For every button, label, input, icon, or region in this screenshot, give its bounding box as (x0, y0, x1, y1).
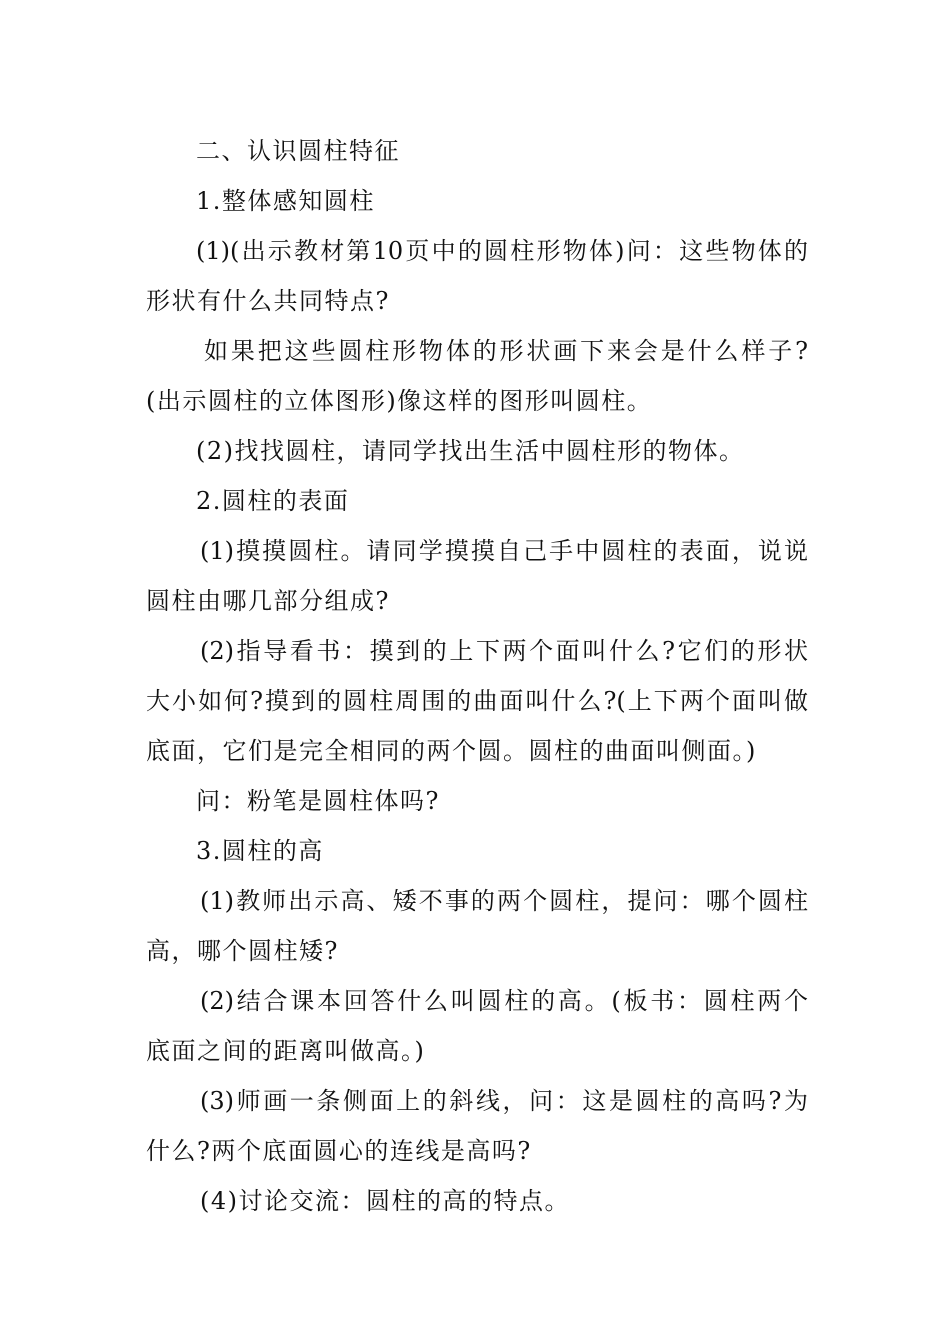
paragraph-line: 圆柱由哪几部分组成? (146, 587, 390, 615)
paragraph-line: (出示圆柱的立体图形)像这样的图形叫圆柱。 (146, 387, 653, 415)
paragraph-line: 问：粉笔是圆柱体吗? (196, 787, 440, 815)
subsection-heading: 1.整体感知圆柱 (196, 187, 375, 215)
paragraph-line: (1)(出示教材第10页中的圆柱形物体)问：这些物体的 (196, 237, 808, 265)
paragraph-line: 底面之间的距离叫做高。) (146, 1037, 426, 1065)
paragraph-line: 高，哪个圆柱矮? (146, 937, 339, 965)
paragraph-line: 什么?两个底面圆心的连线是高吗? (146, 1137, 532, 1165)
paragraph-line: (1)摸摸圆柱。请同学摸摸自己手中圆柱的表面，说说 (200, 537, 808, 565)
subsection-heading: 2.圆柱的表面 (196, 487, 350, 515)
paragraph-line: 形状有什么共同特点? (146, 287, 390, 315)
paragraph-line: (3)师画一条侧面上的斜线，问：这是圆柱的高吗?为 (200, 1087, 808, 1115)
subsection-heading: 3.圆柱的高 (196, 837, 324, 865)
paragraph-line: (1)教师出示高、矮不事的两个圆柱，提问：哪个圆柱 (200, 887, 808, 915)
paragraph-line: 大小如何?摸到的圆柱周围的曲面叫什么?(上下两个面叫做 (146, 687, 808, 715)
paragraph-line: (2)结合课本回答什么叫圆柱的高。(板书：圆柱两个 (200, 987, 808, 1015)
paragraph-line: (2)找找圆柱，请同学找出生活中圆柱形的物体。 (196, 437, 745, 465)
paragraph-line: (2)指导看书：摸到的上下两个面叫什么?它们的形状 (200, 637, 808, 665)
paragraph-line: 如果把这些圆柱形物体的形状画下来会是什么样子? (204, 337, 808, 365)
section-heading: 二、认识圆柱特征 (196, 137, 400, 165)
paragraph-line: (4)讨论交流：圆柱的高的特点。 (200, 1187, 570, 1215)
paragraph-line: 底面，它们是完全相同的两个圆。圆柱的曲面叫侧面。) (146, 737, 757, 765)
